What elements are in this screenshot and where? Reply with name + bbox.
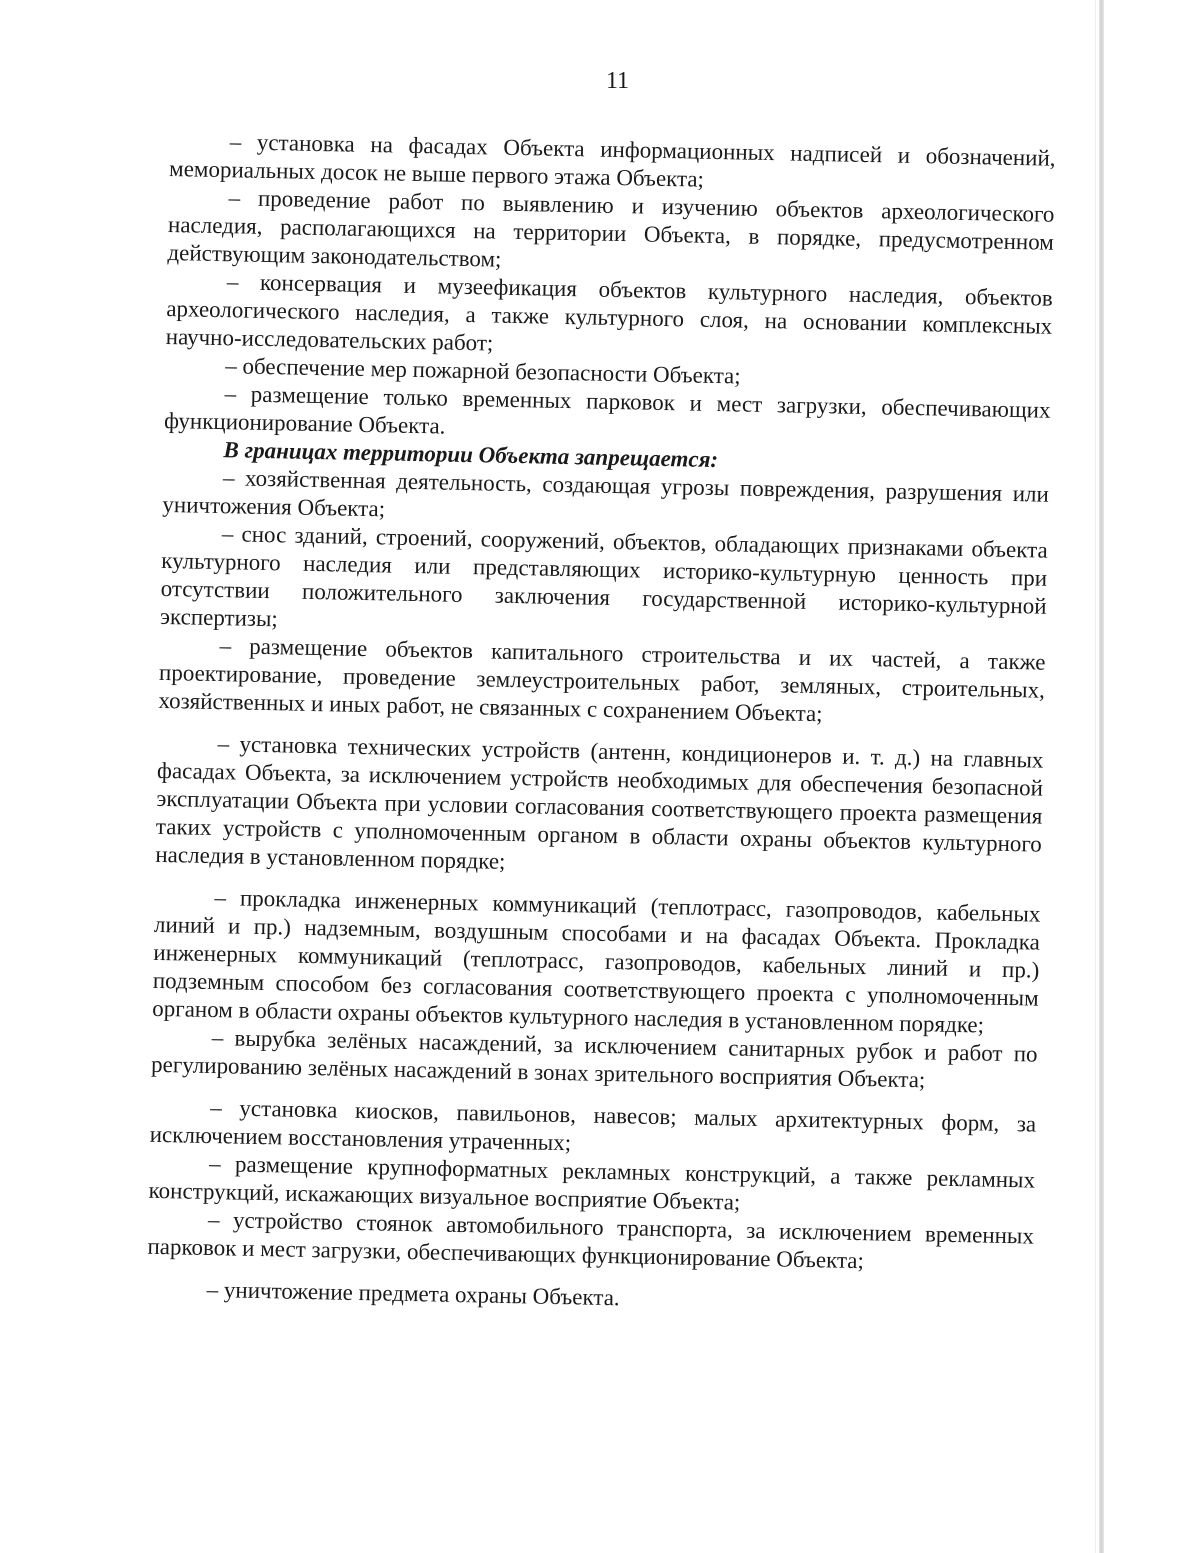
- allowed-item-facade-signs: – установка на фасадах Объекта информационных надписей и обозначений, мемориальных досок не выше первого этажа Объекта;: [168, 129, 1056, 192]
- prohibited-item-protected-subject: – уничтожение предмета охраны Объекта.: [206, 1276, 620, 1311]
- allowed-item-fire-safety: – обеспечение мер пожарной безопасности Объекта;: [224, 353, 741, 389]
- prohibited-item-capital-construction: – размещение объектов капитального строительства и их частей, а также проектирование, проведение землеустроительных работ, земляных, строительных, хозяйственных и иных работ, не связанных с сохранением Объекта;: [158, 633, 1046, 727]
- document-body: [146, 127, 1055, 1321]
- prohibited-item-advertising: – размещение крупноформатных рекламных конструкций, а также рекламных конструкций, искажающих визуальное восприятие Объекта;: [148, 1150, 1036, 1215]
- prohibited-item-car-parks: – устройство стоянок автомобильного транспорта, за исключением временных парковок и мест загрузки, обеспечивающих функционирование Объекта;: [147, 1206, 1035, 1274]
- prohibited-item-technical-devices: – установка технических устройств (антенн, кондиционеров и. т. д.) на главных фасадах Объекта, за исключением устройств необходимых для обеспечения безопасной эксплуатации Объекта при условии согласования соответствующего проекта размещения таких устройств с уполномоченным органом в области охраны объектов культурного наследия в установленном порядке;: [155, 731, 1044, 874]
- scan-edge-shadow: [1099, 0, 1104, 1553]
- scan-edge-line: [1095, 0, 1096, 1553]
- allowed-item-conservation: – консервация и музеефикация объектов культурного наследия, объектов археологического наследия, а также культурного слоя, на основании комплексных научно-исследовательских работ;: [165, 269, 1053, 356]
- prohibited-item-kiosks: – установка киосков, павильонов, навесов; малых архитектурных форм, за исключением восстановления утраченных;: [149, 1095, 1037, 1156]
- page-number: 11: [605, 68, 630, 94]
- allowed-item-archaeological-works: – проведение работ по выявлению и изучению объектов археологического наследия, располагающихся на территории Объекта, в порядке, предусмотренном действующим законодательством;: [167, 185, 1055, 272]
- prohibited-item-economic-activity: – хозяйственная деятельность, создающая угрозы повреждения, разрушения или уничтожения Объекта;: [162, 465, 1050, 522]
- allowed-item-temporary-parking: – размещение только временных парковок и мест загрузки, обеспечивающих функционирование Объекта.: [163, 381, 1051, 439]
- prohibited-item-demolition: – снос зданий, строений, сооружений, объектов, обладающих признаками объекта культурного наследия или представляющих историко-культурную ценность при отсутствии положительного заключения государственной историко-культурной экспертизы;: [159, 521, 1048, 632]
- prohibited-heading: В границах территории Объекта запрещается:: [223, 437, 719, 473]
- prohibited-item-tree-felling: – вырубка зелёных насаждений, за исключением санитарных рубок и работ по регулированию зелёных насаждений в зонах зрительного восприятия Объекта;: [150, 1025, 1038, 1093]
- prohibited-item-utility-lines: – прокладка инженерных коммуникаций (теплотрасс, газопроводов, кабельных линий и пр.) надземным, воздушным способами и на фасадах Объекта. Прокладка инженерных коммуникаций (теплотрасс, газопроводов, кабельных линий и пр.) подземным способом без согласования соответствующего проекта с уполномоченным органом в области охраны объектов культурного наследия в установленном порядке;: [152, 885, 1041, 1038]
